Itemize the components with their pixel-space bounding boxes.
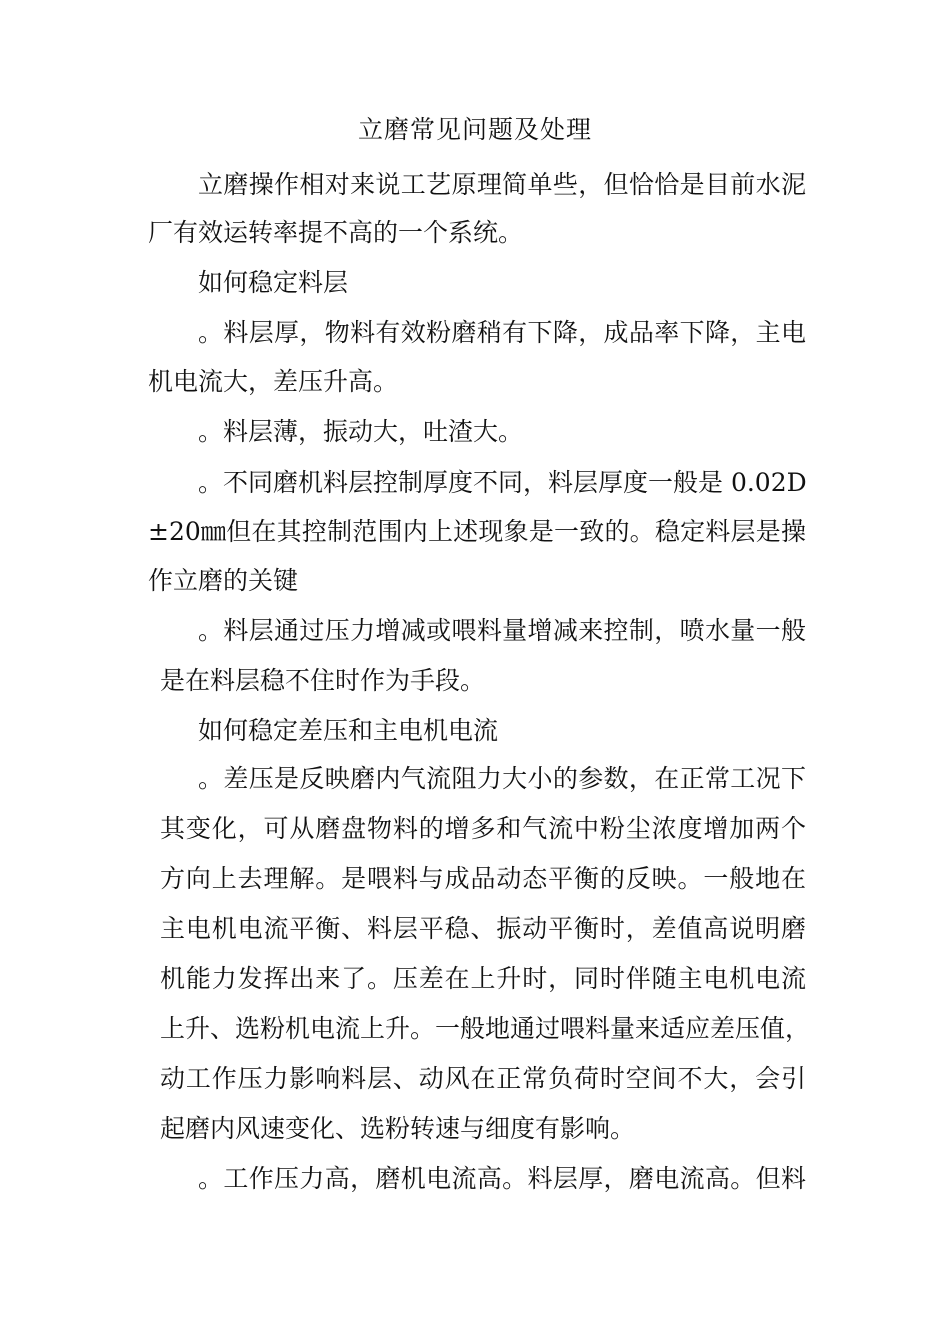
paragraph-line: 。不同磨机料层控制厚度不同，料层厚度一般是 0.02D	[198, 468, 807, 497]
paragraph-line: 上升、选粉机电流上升。一般地通过喂料量来适应差压值，	[160, 1014, 811, 1043]
paragraph-line: 动工作压力影响料层、动风在正常负荷时空间不大，会引	[160, 1064, 806, 1093]
paragraph-line: 其变化，可从磨盘物料的增多和气流中粉尘浓度增加两个	[160, 814, 806, 843]
paragraph-line: 。料层通过压力增减或喂料量增减来控制，喷水量一般	[198, 616, 806, 645]
section-heading: 如何稳定料层	[198, 268, 349, 297]
section-heading: 如何稳定差压和主电机电流	[198, 716, 499, 745]
paragraph-line: 。工作压力高，磨机电流高。料层厚，磨电流高。但料	[198, 1164, 806, 1193]
paragraph-line: 主电机电流平衡、料层平稳、振动平衡时，差值高说明磨	[160, 914, 806, 943]
paragraph-line: 是在料层稳不住时作为手段。	[160, 666, 486, 695]
page-title: 立磨常见问题及处理	[357, 115, 592, 144]
paragraph-line: ±20㎜但在其控制范围内上述现象是一致的。稳定料层是操	[148, 517, 806, 546]
paragraph-line: 。差压是反映磨内气流阻力大小的参数，在正常工况下	[198, 764, 806, 793]
paragraph-line: 起磨内风速变化、选粉转速与细度有影响。	[160, 1114, 636, 1143]
paragraph-line: 机电流大，差压升高。	[148, 367, 399, 396]
paragraph-line: 机能力发挥出来了。压差在上升时，同时伴随主电机电流	[160, 964, 806, 993]
paragraph-line: 立磨操作相对来说工艺原理简单些，但恰恰是目前水泥	[198, 170, 806, 199]
paragraph-line: 作立磨的关键	[148, 566, 299, 595]
paragraph-line: 。料层厚，物料有效粉磨稍有下降，成品率下降，主电	[198, 318, 806, 347]
paragraph-line: 。料层薄，振动大，吐渣大。	[198, 417, 524, 446]
paragraph-line: 厂有效运转率提不高的一个系统。	[148, 218, 524, 247]
paragraph-line: 方向上去理解。是喂料与成品动态平衡的反映。一般地在	[160, 864, 806, 893]
